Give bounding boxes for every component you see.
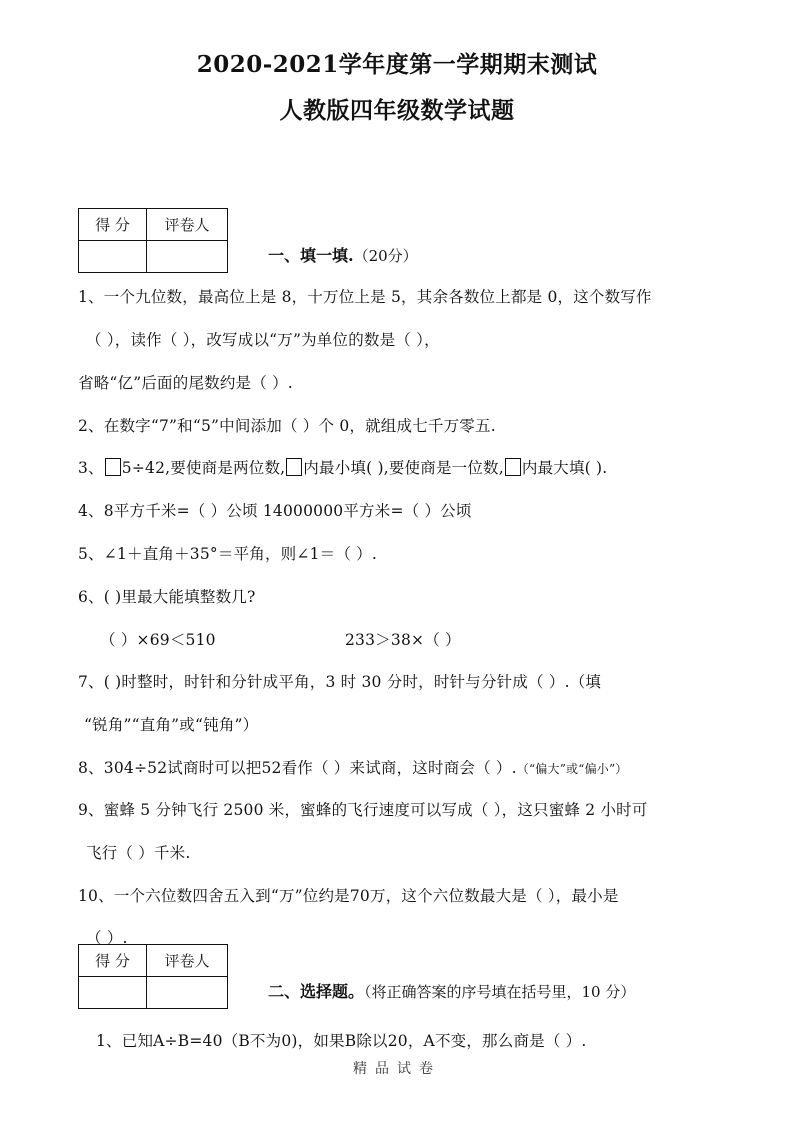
answer-box-1[interactable] [105, 458, 121, 476]
q8-main: 8、304÷52试商时可以把52看作（ ）来试商，这时商会（ ）. [78, 759, 517, 777]
q3-part2: 内最小填( ),要使商是一位数, [303, 459, 504, 477]
score-table-1 [78, 208, 228, 273]
q5: 5、∠1＋直角＋35°＝平角，则∠1＝（ ）. [78, 545, 377, 563]
score-cell[interactable] [79, 241, 147, 273]
q1-line2: （ ），读作（ ），改写成以“万”为单位的数是（ ）， [86, 331, 440, 349]
section2-points: （将正确答案的序号填在括号里，10 分） [364, 983, 636, 1001]
q6-line1: 6、( )里最大能填整数几? [78, 588, 256, 606]
exam-subtitle: 人教版四年级数学试题 [279, 97, 515, 124]
answer-box-3[interactable] [505, 458, 521, 476]
q6-expr-a: （ ）×69＜510 [100, 631, 216, 649]
score-label: 得 分 [79, 945, 147, 977]
q3-number: 3、 [78, 459, 104, 477]
section1-heading [268, 243, 418, 266]
q8 [78, 756, 628, 778]
grader-label: 评卷人 [147, 945, 228, 977]
section2-heading [268, 979, 635, 1002]
grader-cell[interactable] [147, 241, 228, 273]
answer-box-2[interactable] [286, 458, 302, 476]
score-label: 得 分 [79, 209, 147, 241]
score-cell[interactable] [79, 977, 147, 1009]
q3-part1: 5÷42,要使商是两位数, [121, 459, 286, 477]
grader-label: 评卷人 [147, 209, 228, 241]
q9-line2: 飞行（ ）千米. [86, 844, 191, 862]
q4: 4、8平方千米=（ ）公顷 14000000平方米=（ ）公顷 [78, 502, 472, 520]
s2-q1: 1、已知A÷B=40（B不为0)，如果B除以20，A不变，那么商是（ ）. [96, 1032, 587, 1050]
q8-note: （“偏大”或“偏小”） [516, 762, 628, 776]
q3-part3: 内最大填( ). [521, 459, 608, 477]
q3 [78, 456, 607, 478]
section1-points: （20分） [353, 247, 418, 265]
section1-title: 一、填一填. [268, 246, 354, 265]
q10-line2: （ ）. [86, 929, 128, 947]
exam-title: 2020-2021学年度第一学期期末测试 [196, 51, 598, 78]
q7-line2: “锐角”“直角”或“钝角”） [84, 716, 259, 734]
grader-cell[interactable] [147, 977, 228, 1009]
score-table-2 [78, 944, 228, 1009]
q1-line1: 1、一个九位数，最高位上是 8，十万位上是 5，其余各数位上都是 0，这个数写作 [78, 288, 652, 306]
q10-line1: 10、一个六位数四舍五入到“万”位约是70万，这个六位数最大是（ ），最小是 [78, 887, 619, 905]
q9-line1: 9、蜜蜂 5 分钟飞行 2500 米，蜜蜂的飞行速度可以写成（ ），这只蜜蜂 2 小时可 [78, 801, 648, 819]
q7-line1: 7、( )时整时，时针和分针成平角，3 时 30 分时，时针与分针成（ ）.（填 [78, 673, 602, 691]
q1-line3: 省略“亿”后面的尾数约是（ ）. [78, 374, 293, 392]
q2: 2、在数字“7”和“5”中间添加（ ）个 0，就组成七千万零五. [78, 417, 496, 435]
footer-label: 精品试卷 [353, 1061, 441, 1077]
q6-expr-b: 233＞38×（ ） [345, 631, 461, 649]
section2-title: 二、选择题。 [268, 982, 365, 1001]
